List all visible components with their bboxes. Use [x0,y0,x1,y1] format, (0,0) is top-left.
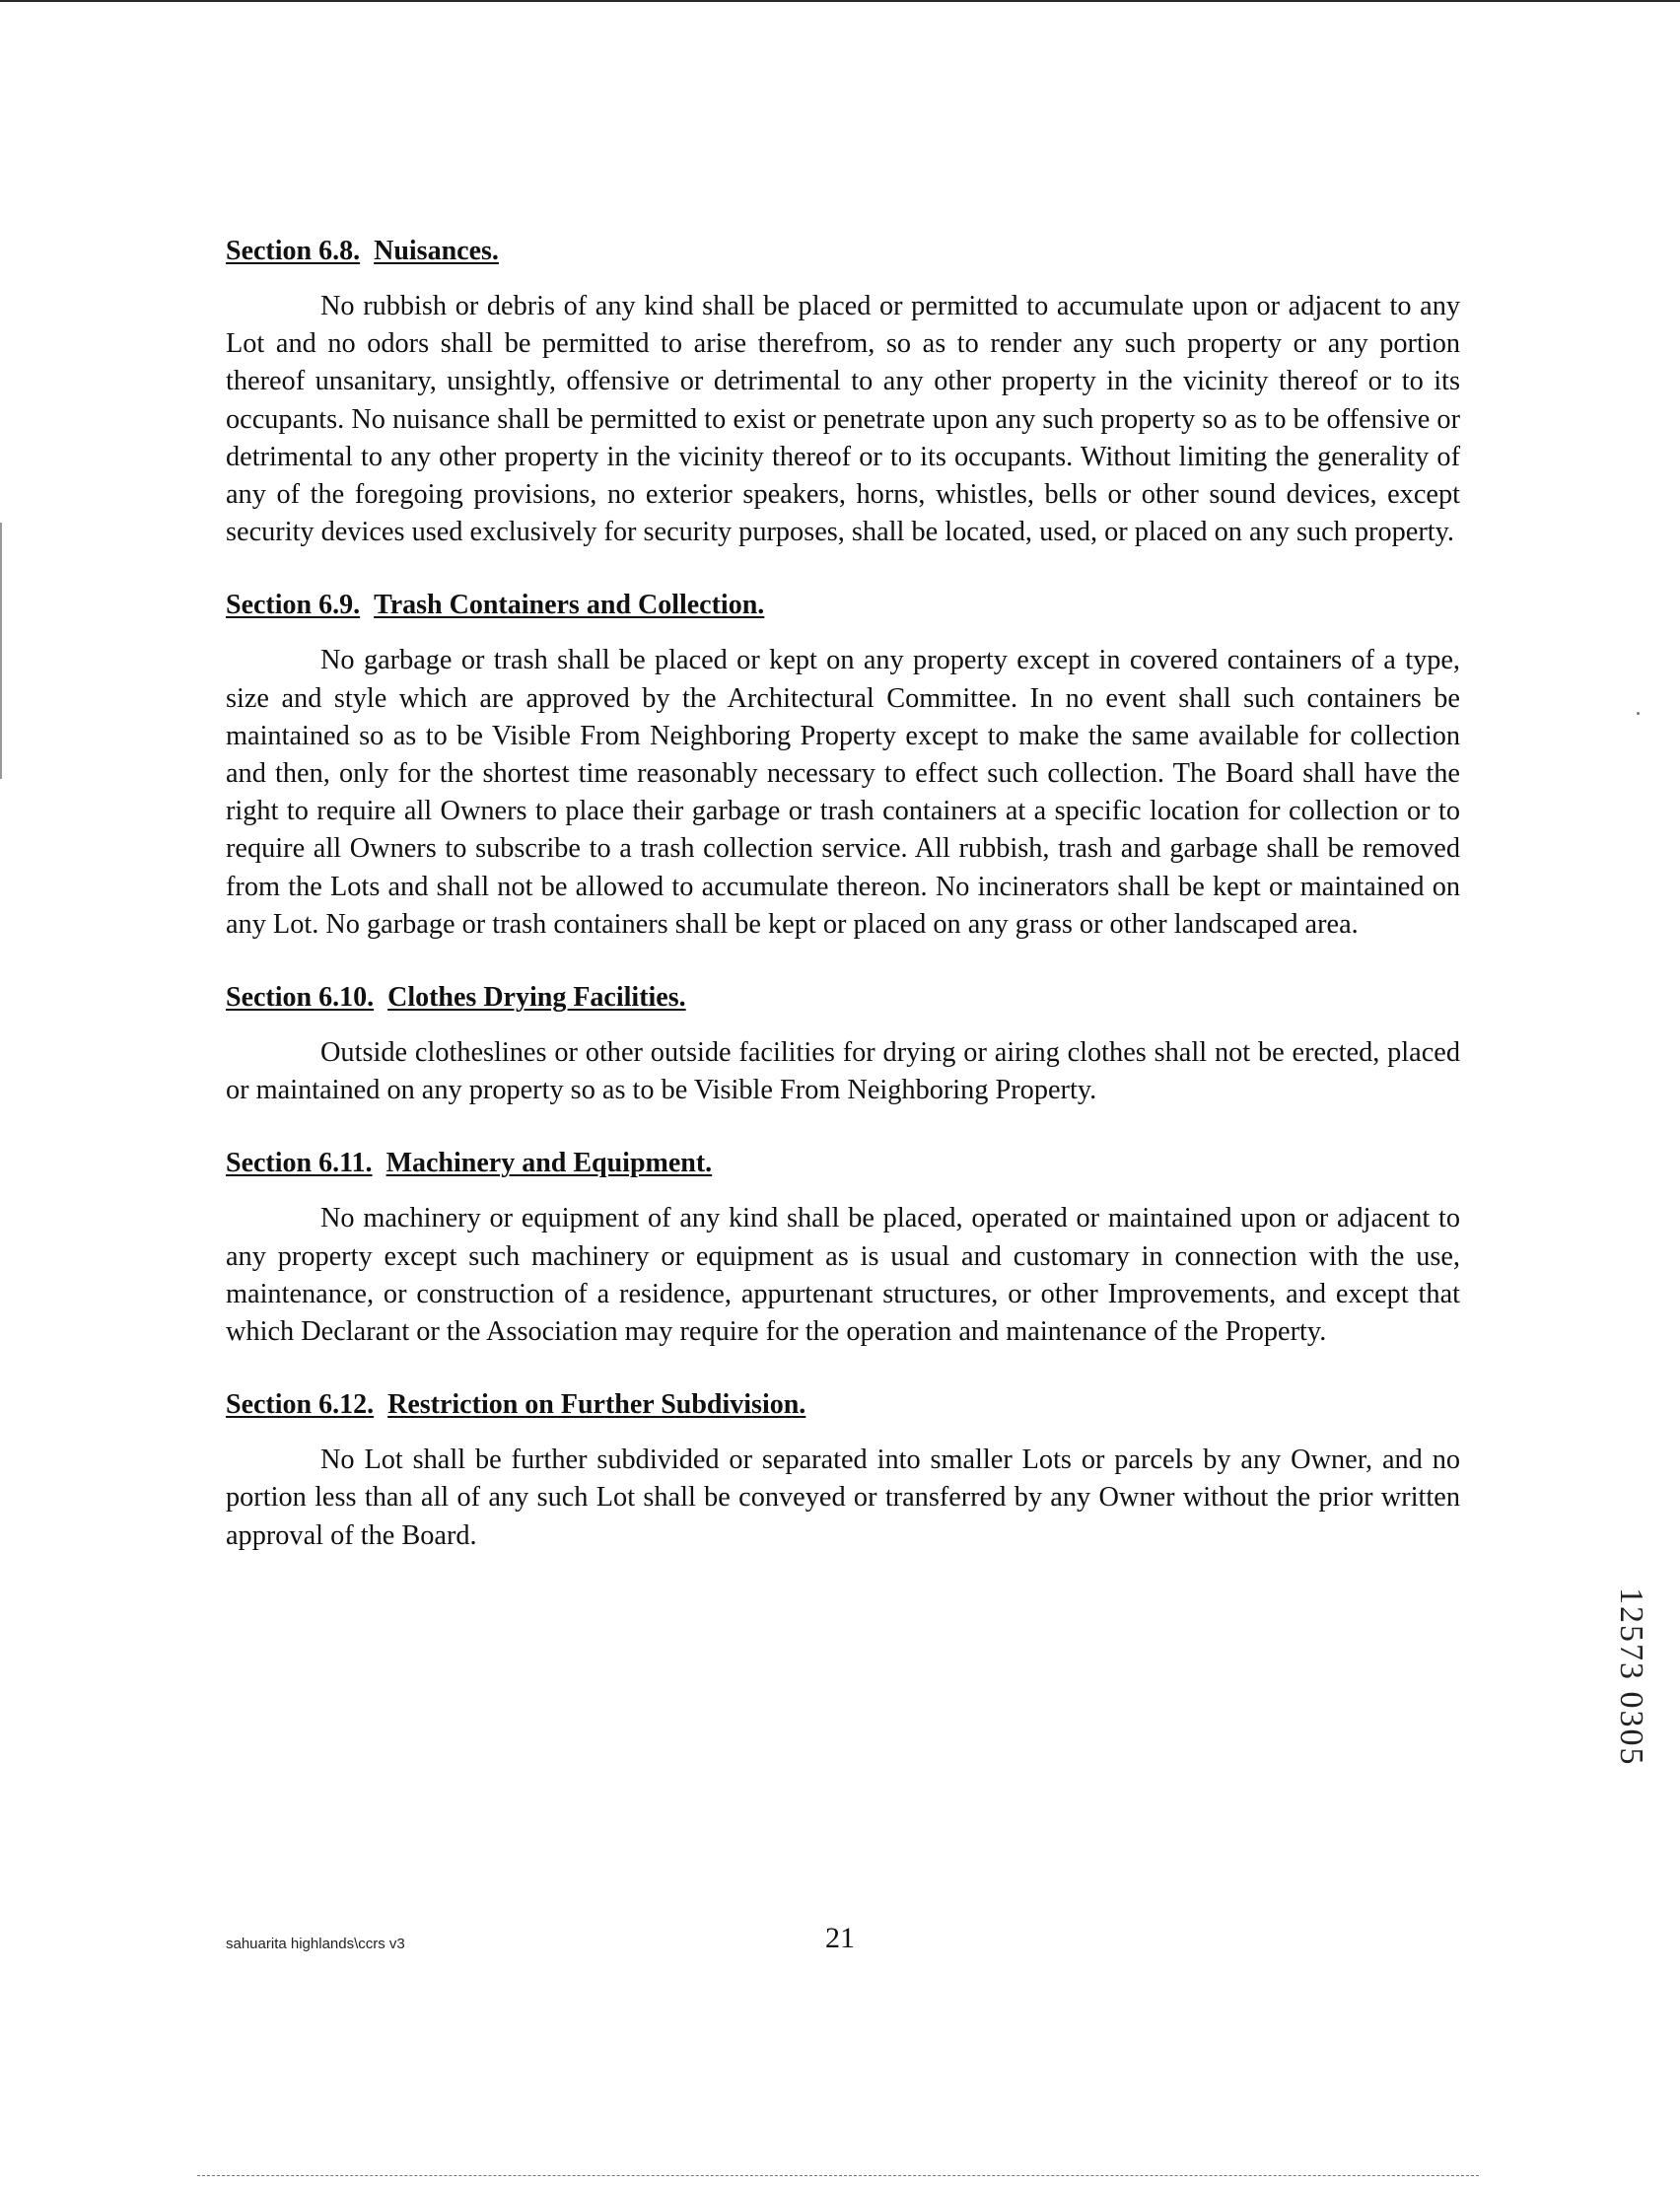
section-paragraph: No Lot shall be further subdivided or separated into smaller Lots or parcels by any Owner, and no portion less than all of any such Lot shall be conveyed or transferred by any Owner without the prior written approval of the Board. [226,1445,1460,1551]
section-title: Clothes Drying Facilities. [387,982,686,1014]
recording-stamp [1613,1587,1652,1854]
section-6-12 [226,1386,1460,1555]
section-paragraph: Outside clotheslines or other outside facilities for drying or airing clothes shall not be erected, placed or maintained on any property so as to be Visible From Neighboring Property. [226,1037,1460,1106]
section-6-11 [226,1145,1460,1351]
section-6-9 [226,587,1460,944]
footer-file-path: sahuarita highlands\ccrs v3 [226,1936,405,1952]
page-number: 21 [825,1922,855,1954]
scan-top-edge [0,0,1680,2]
section-paragraph: No garbage or trash shall be placed or kept on any property except in covered containers of a type, size and style which are approved by the Architectural Committee. In no event shall such containers be maintained so as to be Visible From Neighboring Property except to make the same available for collection and then, only for the shortest time reasonably necessary to effect such collection. The Board shall have the right to require all Owners to place their garbage or trash containers at a specific location for collection or to require all Owners to subscribe to a trash collection service. All rubbish, trash and garbage shall be removed from the Lots and shall not be allowed to accumulate thereon. No incinerators shall be kept or maintained on any Lot. No garbage or trash containers shall be kept or placed on any grass or other landscaped area. [226,645,1460,940]
section-6-8 [226,233,1460,551]
section-paragraph: No rubbish or debris of any kind shall be placed or permitted to accumulate upon or adjacent to any Lot and no odors shall be permitted to arise therefrom, so as to render any such property or any portion thereof unsanitary, unsightly, offensive or detrimental to any other property in the vicinity thereof or to its occupants. No nuisance shall be permitted to exist or penetrate upon any such property so as to be offensive or detrimental to any other property in the vicinity thereof or to its occupants. Without limiting the generality of any of the foregoing provisions, no exterior speakers, horns, whistles, bells or other sound devices, except security devices used exclusively for security purposes, shall be located, used, or placed on any such property. [226,291,1460,548]
section-title: Nuisances. [374,236,499,266]
recording-stamp-text: 12573 0305 [1613,1587,1649,1767]
scan-left-edge [0,523,2,779]
section-number: Section 6.10. [226,982,375,1014]
section-paragraph: No machinery or equipment of any kind shall be placed, operated or maintained upon or adjacent to any property except such machinery or equipment as is usual and customary in connection with the use, maintenance, or construction of a residence, appurtenant structures, or other Improvements, and except that which Declarant or the Association may require for the operation and maintenance of the Property. [226,1203,1460,1348]
section-6-10 [226,979,1460,1109]
section-number: Section 6.9. [226,590,361,621]
section-heading [226,1145,1460,1182]
section-number: Section 6.12. [226,1389,375,1421]
section-heading [226,587,1460,624]
section-number: Section 6.11. [226,1148,373,1179]
scan-bottom-edge [197,2175,1479,2177]
scan-speck [1637,712,1640,715]
section-number: Section 6.8. [226,236,361,266]
section-title: Machinery and Equipment. [385,1148,713,1179]
section-title: Trash Containers and Collection. [374,590,765,621]
document-body [226,233,1460,1590]
section-heading [226,979,1460,1017]
section-heading [226,1386,1460,1424]
section-heading [226,233,1460,270]
section-title: Restriction on Further Subdivision. [387,1389,806,1421]
